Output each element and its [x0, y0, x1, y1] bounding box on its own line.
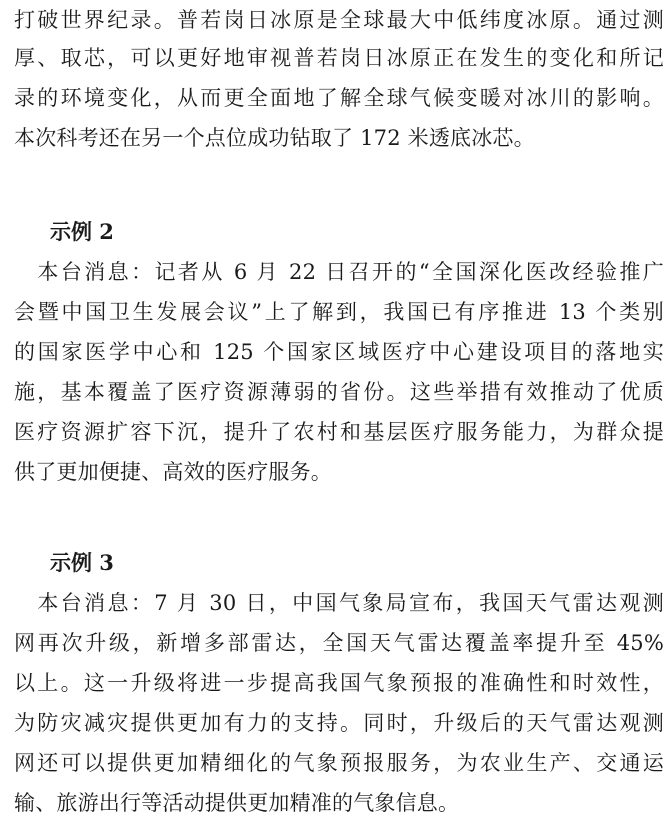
- intro-line-4: 本次科考还在另一个点位成功钻取了 172 米透底冰芯。: [14, 126, 535, 150]
- example-3-line-1: 本台消息：7 月 30 日，中国气象局宣布，我国天气雷达观测: [14, 591, 664, 615]
- intro-line-2: 厚、取芯，可以更好地审视普若岗日冰原正在发生的变化和所记: [14, 46, 664, 70]
- intro-line-3: 录的环境变化，从而更全面地了解全球气候变暖对冰川的影响。: [14, 86, 664, 110]
- example-3-line-5: 网还可以提供更加精细化的气象预报服务，为农业生产、交通运: [14, 751, 664, 775]
- example-2-line-6: 供了更加便捷、高效的医疗服务。: [14, 460, 332, 484]
- example-2-line-5: 医疗资源扩容下沉，提升了农村和基层医疗服务能力，为群众提: [14, 420, 664, 444]
- example-3-line-3: 以上。这一升级将进一步提高我国气象预报的准确性和时效性，: [14, 671, 664, 695]
- example-3-line-6: 输、旅游出行等活动提供更加精准的气象信息。: [14, 791, 460, 815]
- example-2-line-3: 的国家医学中心和 125 个国家区域医疗中心建设项目的落地实: [14, 340, 664, 364]
- example-2-line-2: 会暨中国卫生发展会议”上了解到，我国已有序推进 13 个类别: [14, 300, 664, 324]
- example-3-heading: 示例 3: [50, 550, 114, 575]
- example-3-line-4: 为防灾减灾提供更加有力的支持。同时，升级后的天气雷达观测: [14, 711, 664, 735]
- example-3-line-2: 网再次升级，新增多部雷达，全国天气雷达覆盖率提升至 45%: [14, 631, 664, 655]
- example-2-line-1: 本台消息：记者从 6 月 22 日召开的“全国深化医改经验推广: [14, 260, 664, 284]
- intro-line-1: 打破世界纪录。普若岗日冰原是全球最大中低纬度冰原。通过测: [14, 8, 664, 32]
- example-2-line-4: 施，基本覆盖了医疗资源薄弱的省份。这些举措有效推动了优质: [14, 380, 664, 404]
- example-2-heading: 示例 2: [50, 219, 114, 244]
